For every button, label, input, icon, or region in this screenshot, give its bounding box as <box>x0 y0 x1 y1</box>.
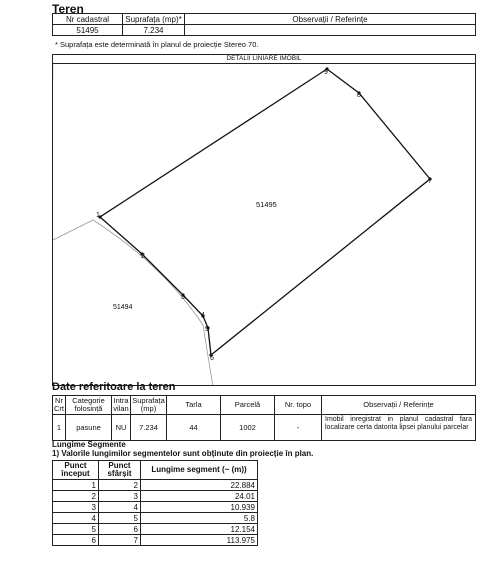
segment-start: 5 <box>53 524 99 535</box>
table-row <box>53 480 258 491</box>
cadastral-number: 51495 <box>53 25 123 36</box>
table-row <box>53 491 258 502</box>
observations-text: Imobil inregistrat in planul cadastral fara localizare certa datorita lipsei planului parcelar <box>322 415 476 441</box>
header-cell: Nr cadastral <box>53 14 123 25</box>
vertex-label-9: 9 <box>324 69 328 76</box>
surface-value: 7.234 <box>123 25 185 36</box>
surface-value: 7.234 <box>131 415 167 441</box>
table-row <box>53 524 258 535</box>
table-row <box>53 415 476 441</box>
table-header-row <box>53 14 476 25</box>
segment-start: 6 <box>53 535 99 546</box>
segment-length: 5.8 <box>141 513 258 524</box>
vertex-label-3: 3 <box>181 294 185 301</box>
segment-length: 24.01 <box>141 491 258 502</box>
surface-note: * Suprafața este determinată în planul de proiecție Stereo 70. <box>55 40 259 49</box>
vertex-label-7: 7 <box>428 178 432 185</box>
table-row <box>53 535 258 546</box>
segment-end: 4 <box>99 502 141 513</box>
segment-end: 2 <box>99 480 141 491</box>
header-cell: Observații / Referințe <box>185 14 476 25</box>
header-cell: Suprafața (mp) <box>132 396 165 413</box>
land-data-table <box>52 395 476 441</box>
segment-end: 5 <box>99 513 141 524</box>
header-cell: Nr. topo <box>275 396 322 415</box>
segment-length: 22.884 <box>141 480 258 491</box>
header-cell: Nr Crt <box>54 396 64 413</box>
land-category: pasune <box>66 415 112 441</box>
segment-start: 4 <box>53 513 99 524</box>
parcel-vertices <box>98 67 431 356</box>
table-row <box>53 502 258 513</box>
parcel-plan-svg <box>53 55 476 386</box>
header-cell: Suprafața (mp)* <box>123 14 185 25</box>
segment-length: 12.154 <box>141 524 258 535</box>
header-cell: Parcelă <box>221 396 275 415</box>
segment-start: 2 <box>53 491 99 502</box>
parcel-boundary <box>100 69 430 355</box>
header-cell: Punct început <box>53 461 99 480</box>
segment-length: 113.975 <box>141 535 258 546</box>
header-cell: Observații / Referințe <box>322 396 476 415</box>
segments-title: Lungime Segmente <box>52 440 126 449</box>
parcel-drawing <box>52 54 476 386</box>
drawing-header: DETALII LINIARE IMOBIL <box>53 55 475 64</box>
header-cell: Categorie folosință <box>66 396 112 415</box>
neighbor-parcel-label: 51494 <box>113 304 133 311</box>
table-row <box>53 513 258 524</box>
segment-length: 10.939 <box>141 502 258 513</box>
row-number: 1 <box>53 415 66 441</box>
vertex-label-6: 6 <box>210 355 214 362</box>
vertex-label-2: 2 <box>141 253 145 260</box>
section-title-teren: Teren <box>52 2 84 16</box>
segment-start: 3 <box>53 502 99 513</box>
vertex-label-5: 5 <box>205 326 209 333</box>
vertex-label-8: 8 <box>357 92 361 99</box>
segment-end: 6 <box>99 524 141 535</box>
vertex-label-4: 4 <box>201 312 205 319</box>
section-title-date: Date referitoare la teren <box>52 381 176 393</box>
segment-end: 7 <box>99 535 141 546</box>
table-row <box>53 25 476 36</box>
segments-table <box>52 460 258 546</box>
segment-end: 3 <box>99 491 141 502</box>
segment-start: 1 <box>53 480 99 491</box>
table-header-row <box>53 461 258 480</box>
vertex-label-1: 1 <box>96 212 100 219</box>
observations-cell <box>185 25 476 36</box>
intravilan-value: NU <box>112 415 131 441</box>
segments-subtitle: 1) Valorile lungimilor segmentelor sunt obținute din proiecție în plan. <box>52 449 314 458</box>
table-header-row <box>53 396 476 415</box>
header-cell: Intra vilan <box>113 396 129 413</box>
header-cell: Tarla <box>167 396 221 415</box>
neighbor-boundary <box>53 220 213 386</box>
parcel-label: 51495 <box>256 200 277 209</box>
teren-table <box>52 13 476 36</box>
header-cell: Lungime segment (~ (m)) <box>141 461 258 480</box>
parcela-value: 1002 <box>221 415 275 441</box>
header-cell: Punct sfârșit <box>99 461 141 480</box>
topo-value: - <box>275 415 322 441</box>
tarla-value: 44 <box>167 415 221 441</box>
